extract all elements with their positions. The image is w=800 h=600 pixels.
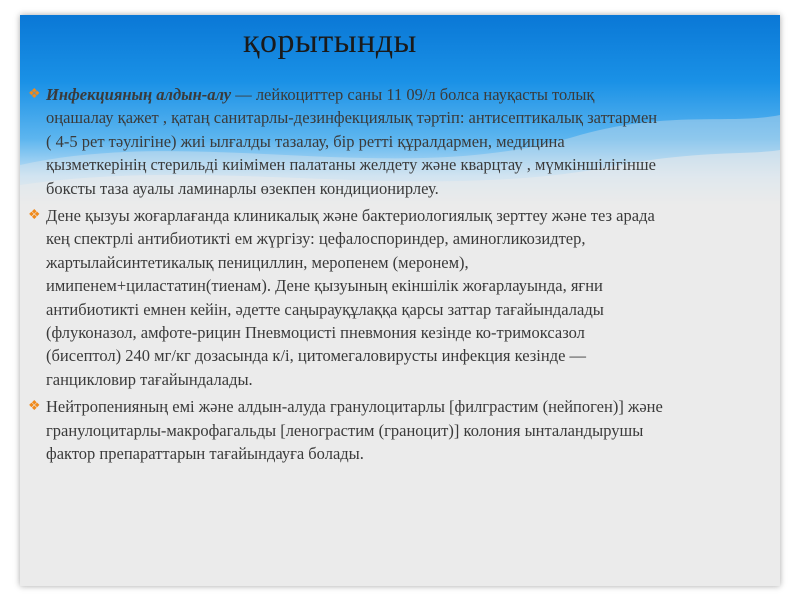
bullet-diamond-icon: ❖ <box>28 87 41 102</box>
bullet-body-text: Нейтропенияның емі және алдын-алуда гранулоцитарлы [филграстим (нейпоген)] және гранулоцитарлы-макрофагальды [ленограстим (граноцит)] колония ынталандырушы фактор препараттарын тағайындауға болады. <box>46 397 663 464</box>
bullet-list <box>28 83 664 470</box>
bullet-item-fever-treatment <box>28 204 664 391</box>
bullet-lead-text: Инфекцияның алдын-алу <box>46 85 232 104</box>
bullet-body-text: Дене қызуы жоғарлағанда клиникалық және бактериологиялық зерттеу және тез арада кең спектрлі антибиотикті ем жүргізу: цефалоспориндер, аминогликозидтер, жартылайсинтетикалық пенициллин, меропенем (меронем), имипенем+циластатин(тиенам). Дене қызуының екіншілік жоғарлауында, яғни антибиотикті емнен кейін, әдетте саңырауқұлаққа қарсы заттар тағайындалады (флуконазол, амфоте-рицин Пневмоцисті пневмония кезінде ко-тримоксазол (бисептол) 240 мг/кг дозасында к/і, цитомегаловирусты инфекция кезінде — ганцикловир тағайындалады. <box>46 206 655 389</box>
bullet-diamond-icon: ❖ <box>28 208 41 224</box>
bullet-diamond-icon: ❖ <box>28 399 41 415</box>
slide-title: қорытынды <box>243 23 417 60</box>
bullet-item-infection-prevention <box>28 83 664 200</box>
slide <box>20 15 780 586</box>
bullet-item-neutropenia-treatment <box>28 395 664 465</box>
bullet-body-text: — лейкоциттер саны 11 09/л болса науқасты толық оңашалау қажет , қатаң санитарлы-дезинфекциялық тәртіп: антисептикалық заттармен ( 4-5 рет тәулігіне) жиі ылғалды тазалау, бір ретті құралдармен, медицина қызметкерінің стерильді киімімен палатаны желдету және кварцтау , мүмкіншілігінше боксты таза ауалы ламинарлы өзекпен кондиционирлеу. <box>46 85 658 198</box>
